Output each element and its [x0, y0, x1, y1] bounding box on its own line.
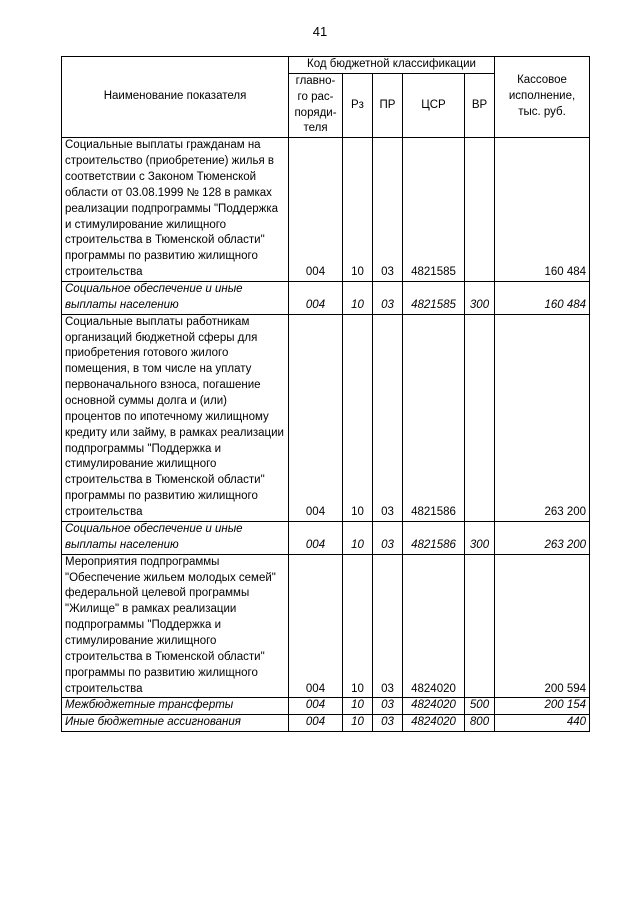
header-rz: Рз — [343, 73, 373, 137]
table-row — [62, 521, 590, 554]
row-pr: 03 — [373, 554, 403, 698]
row-vr — [465, 314, 495, 521]
row-amount: 160 484 — [495, 138, 590, 282]
row-rz: 10 — [343, 554, 373, 698]
row-name: Социальное обеспечение и иные выплаты населению — [62, 282, 289, 315]
row-vr — [465, 138, 495, 282]
row-name: Социальные выплаты гражданам на строительство (приобретение) жилья в соответствии с Законом Тюменской области от 03.08.1999 № 128 в рамках реализации подпрограммы "Поддержка и стимулирование жилищного строительства в Тюменской области" программы по развитию жилищного строительства — [62, 138, 289, 282]
row-vr: 300 — [465, 282, 495, 315]
budget-table — [61, 56, 590, 732]
row-pr: 03 — [373, 698, 403, 715]
row-name: Социальное обеспечение и иные выплаты населению — [62, 521, 289, 554]
row-manager: 004 — [289, 138, 343, 282]
row-name: Мероприятия подпрограммы "Обеспечение жильем молодых семей" федеральной целевой программы "Жилище" в рамках реализации подпрограммы "Поддержка и стимулирование жилищного строительства в Тюменской области" программы по развитию жилищного строительства — [62, 554, 289, 698]
row-name: Социальные выплаты работникам организаций бюджетной сферы для приобретения готового жилого помещения, в том числе на уплату первоначального взноса, погашение основной суммы долга и (или) процентов по ипотечному жилищному кредиту или займу, в рамках реализации подпрограммы "Поддержка и стимулирование жилищного строительства в Тюменской области" программы по развитию жилищного строительства — [62, 314, 289, 521]
row-pr: 03 — [373, 282, 403, 315]
row-vr: 300 — [465, 521, 495, 554]
row-rz: 10 — [343, 715, 373, 732]
row-csr: 4824020 — [403, 554, 465, 698]
row-rz: 10 — [343, 521, 373, 554]
header-manager — [289, 73, 343, 137]
table-row — [62, 282, 590, 315]
row-name: Иные бюджетные ассигнования — [62, 715, 289, 732]
header-manager-label: главно- го рас- поряди- теля — [294, 74, 337, 135]
page-number: 41 — [312, 24, 328, 39]
row-amount: 263 200 — [495, 521, 590, 554]
header-code-group: Код бюджетной классификации — [289, 57, 495, 74]
row-manager: 004 — [289, 554, 343, 698]
table-row — [62, 715, 590, 732]
row-csr: 4821586 — [403, 314, 465, 521]
row-manager: 004 — [289, 715, 343, 732]
row-amount: 200 594 — [495, 554, 590, 698]
table-row — [62, 314, 590, 521]
row-rz: 10 — [343, 314, 373, 521]
row-manager: 004 — [289, 698, 343, 715]
row-csr: 4821586 — [403, 521, 465, 554]
table-row — [62, 698, 590, 715]
row-name: Межбюджетные трансферты — [62, 698, 289, 715]
row-pr: 03 — [373, 521, 403, 554]
table-row — [62, 138, 590, 282]
header-name: Наименование показателя — [62, 57, 289, 138]
row-manager: 004 — [289, 314, 343, 521]
header-amount-label: Кассовое исполнение, тыс. руб. — [508, 74, 576, 119]
header-csr: ЦСР — [403, 73, 465, 137]
row-amount: 160 484 — [495, 282, 590, 315]
row-csr: 4824020 — [403, 698, 465, 715]
row-amount: 200 154 — [495, 698, 590, 715]
row-pr: 03 — [373, 715, 403, 732]
row-rz: 10 — [343, 282, 373, 315]
row-csr: 4821585 — [403, 282, 465, 315]
row-csr: 4824020 — [403, 715, 465, 732]
header-pr: ПР — [373, 73, 403, 137]
row-manager: 004 — [289, 521, 343, 554]
row-rz: 10 — [343, 138, 373, 282]
header-vr: ВР — [465, 73, 495, 137]
table-row — [62, 554, 590, 698]
row-manager: 004 — [289, 282, 343, 315]
row-rz: 10 — [343, 698, 373, 715]
row-vr: 500 — [465, 698, 495, 715]
row-csr: 4821585 — [403, 138, 465, 282]
row-amount: 263 200 — [495, 314, 590, 521]
row-vr — [465, 554, 495, 698]
header-amount — [495, 57, 590, 138]
row-vr: 800 — [465, 715, 495, 732]
row-pr: 03 — [373, 314, 403, 521]
row-amount: 440 — [495, 715, 590, 732]
row-pr: 03 — [373, 138, 403, 282]
